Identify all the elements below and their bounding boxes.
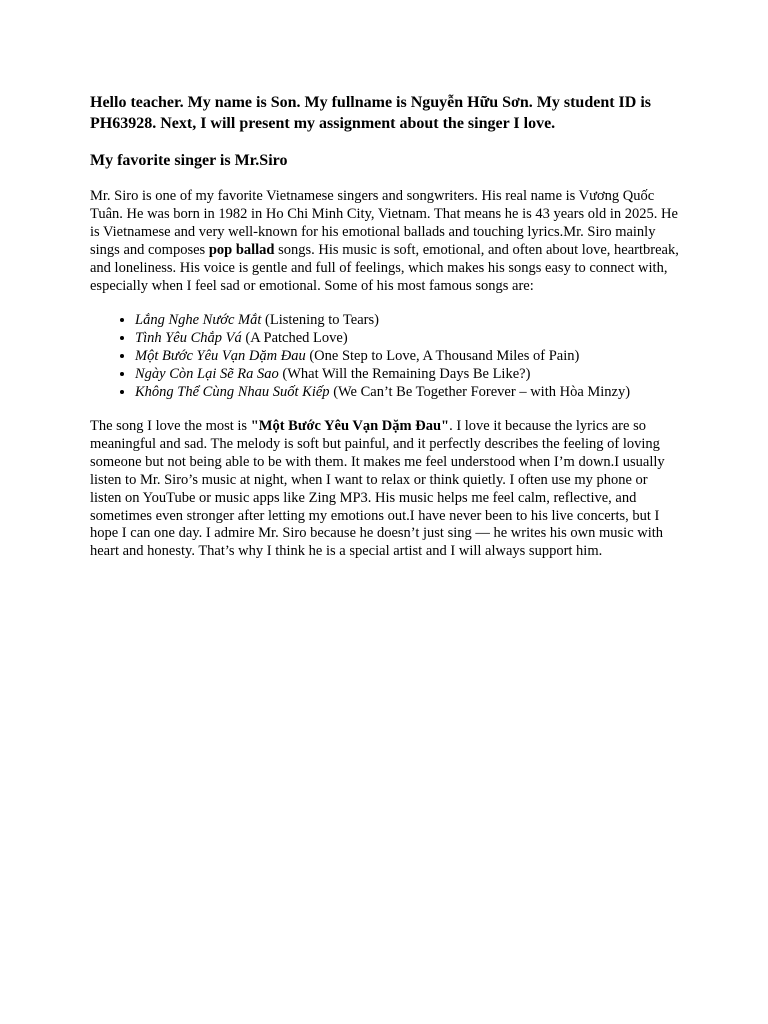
intro-paragraph: Hello teacher. My name is Son. My fullname is Nguyễn Hữu Sơn. My student ID is PH63928. Next, I will present my assignment about the singer I love. — [90, 94, 652, 132]
song-title: Tình Yêu Chắp Vá — [135, 330, 242, 347]
section-heading: My favorite singer is Mr.Siro — [90, 152, 288, 169]
list-item — [135, 348, 682, 366]
list-item — [135, 312, 682, 330]
song-list — [90, 312, 682, 402]
song-translation: (A Patched Love) — [241, 330, 348, 347]
song-title: Không Thể Cùng Nhau Suốt Kiếp — [135, 384, 330, 401]
list-item — [135, 366, 682, 384]
song-title: Ngày Còn Lại Sẽ Ra Sao — [135, 366, 279, 383]
song-title: Một Bước Yêu Vạn Dặm Đau — [135, 348, 306, 365]
paragraph2-text-after: . I love it because the lyrics are so meaningful and sad. The melody is soft but painful, and it perfectly describes the feeling of loving someone but not being able to be with them. It makes me feel understood when I’m down.I usually listen to Mr. Siro’s music at night, when I want to relax or think quietly. I often use my phone or listen on YouTube or music apps like Zing MP3. His music helps me feel calm, reflective, and sometimes even stronger after letting my emotions out.I have never been to his live concerts, but I hope I can one day. I admire Mr. Siro because he doesn’t just sing — he writes his own music with heart and honesty. That’s why I think he is a special artist and I will always support him. — [90, 417, 665, 560]
list-item — [135, 330, 682, 348]
document-page — [90, 92, 682, 561]
song-translation: (One Step to Love, A Thousand Miles of Pain) — [305, 348, 580, 365]
genre-emphasis: pop ballad — [208, 241, 275, 258]
paragraph2-text-before: The song I love the most is — [90, 417, 251, 434]
song-translation: (Listening to Tears) — [261, 312, 379, 329]
paragraph1-text-before: Mr. Siro is one of my favorite Vietnamese singers and songwriters. His real name is Vương Quốc Tuân. He was born in 1982 in Ho Chi Minh City, Vietnam. That means he is 43 years old in 2025. He is Vietnamese and very well-known for his emotional ballads and touching lyrics.Mr. Siro mainly sings and composes — [90, 188, 678, 258]
song-title: Lắng Nghe Nước Mắt — [135, 312, 262, 329]
song-translation: (What Will the Remaining Days Be Like?) — [278, 366, 531, 383]
song-translation: (We Can’t Be Together Forever – with Hòa Minzy) — [329, 384, 631, 401]
singer-description-paragraph — [90, 188, 682, 295]
favorite-song-paragraph — [90, 418, 682, 561]
list-item — [135, 384, 682, 402]
favorite-song-title: "Một Bước Yêu Vạn Dặm Đau" — [250, 417, 450, 434]
paragraph1-text-after: songs. His music is soft, emotional, and often about love, heartbreak, and loneliness. His voice is gentle and full of feelings, which makes his songs easy to connect with, especially when I feel sad or emotional. Some of his most famous songs are: — [90, 241, 679, 294]
